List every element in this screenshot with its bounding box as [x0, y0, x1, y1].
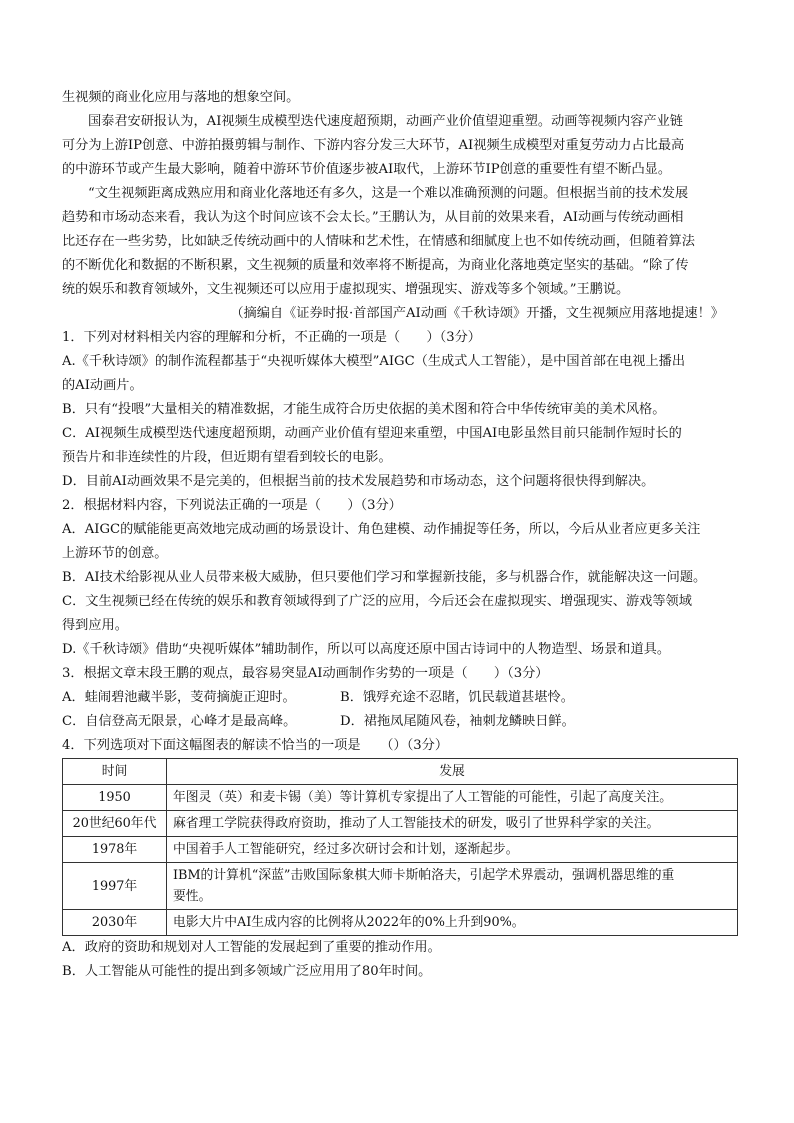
- column-header-development: 发展: [167, 759, 738, 785]
- cell-event: [167, 863, 738, 910]
- exam-page: [62, 86, 738, 984]
- cell-event: 中国着手人工智能研究，经过多次研讨会和计划，逐渐起步。: [167, 837, 738, 863]
- ai-history-table: [62, 758, 738, 936]
- question-stem: 1．下列对材料相关内容的理解和分析，不正确的一项是（ ）（3分）: [62, 330, 481, 345]
- passage-line: 统的娱乐和教育领域外，文生视频还可以应用于虚拟现实、增强现实、游戏等多个领域。”王鹏说。: [62, 282, 630, 297]
- question-4: [62, 734, 738, 984]
- cell-time: 1997年: [63, 863, 167, 910]
- option-b[interactable]: B．只有“投喂”大量相关的精准数据，才能生成符合历史依据的美术图和符合中华传统审美的美术风格。: [62, 402, 666, 417]
- option-a[interactable]: A．AIGC的赋能能更高效地完成动画的场景设计、角色建模、动作捕捉等任务，所以，今后从业者应更多关注: [62, 522, 701, 537]
- option-row: [62, 710, 738, 734]
- passage-line: 的不断优化和数据的不断积累，文生视频的质量和效率将不断提高，为商业化落地奠定坚实的基础。“除了传: [62, 258, 689, 273]
- option-a-cont: 上游环节的创意。: [62, 546, 168, 561]
- cell-time: 1950: [63, 785, 167, 811]
- option-a[interactable]: A．蛙闹碧池藏半影，芰荷摘旎正迎时。: [62, 690, 296, 705]
- table-row: [63, 811, 738, 837]
- option-a[interactable]: A.《千秋诗颂》的制作流程都基于“央视听媒体大模型”AIGC（生成式人工智能），是中国首部在电视上播出: [62, 354, 686, 369]
- passage-line: 趋势和市场动态来看，我认为这个时间应该不会太长。”王鹏认为，从目前的效果来看，AI动画与传统动画相: [62, 210, 684, 225]
- option-c-cont: 预告片和非连续性的片段，但近期有望看到较长的电影。: [62, 450, 392, 465]
- cell-event: 电影大片中AI生成内容的比例将从2022年的0%上升到90%。: [167, 910, 738, 936]
- reading-passage: [62, 86, 738, 326]
- passage-line: 比还存在一些劣势，比如缺乏传统动画中的人情味和艺术性，在情感和细腻度上也不如传统动画，但随着算法: [62, 234, 695, 249]
- table-row: [63, 837, 738, 863]
- cell-event-line: 要性。: [173, 889, 212, 904]
- option-c-cont: 得到应用。: [62, 618, 128, 633]
- option-row: [62, 686, 738, 710]
- question-1: [62, 326, 738, 494]
- question-stem: 3．根据文章末段王鹏的观点，最容易突显AI动画制作劣势的一项是（ ）（3分）: [62, 666, 549, 681]
- question-stem: 4．下列选项对下面这幅图表的解读不恰当的一项是 （）（3分）: [62, 738, 449, 753]
- option-c[interactable]: C．AI视频生成模型迭代速度超预期，动画产业价值有望迎来重塑，中国AI电影虽然目前只能制作短时长的: [62, 426, 682, 441]
- question-3: [62, 662, 738, 734]
- table-row: [63, 910, 738, 936]
- option-d[interactable]: D．目前AI动画效果不是完美的，但根据当前的技术发展趋势和市场动态，这个问题将很快得到解决。: [62, 474, 655, 489]
- passage-line: 国泰君安研报认为，AI视频生成模型迭代速度超预期，动画产业价值望迎重塑。动画等视频内容产业链: [88, 114, 683, 129]
- question-stem: 2．根据材料内容，下列说法正确的一项是（ ）（3分）: [62, 498, 402, 513]
- option-d[interactable]: D．裙拖凤尾随风卷，袖刺龙鳞映日鲜。: [340, 714, 575, 729]
- table-row: [63, 863, 738, 910]
- option-b[interactable]: B．人工智能从可能性的提出到多领域广泛应用用了80年时间。: [62, 964, 432, 979]
- option-a-cont: 的AI动画片。: [62, 378, 143, 393]
- cell-time: 1978年: [63, 837, 167, 863]
- passage-line: 生视频的商业化应用与落地的想象空间。: [62, 90, 300, 105]
- question-2: [62, 494, 738, 662]
- passage-line: 可分为上游IP创意、中游拍摄剪辑与制作、下游内容分发三大环节，AI视频生成模型对重复劳动力占比最高: [62, 138, 685, 153]
- option-d[interactable]: D.《千秋诗颂》借助“央视听媒体”辅助制作，所以可以高度还原中国古诗词中的人物造型、场景和道具。: [62, 642, 671, 657]
- option-c[interactable]: C．自信登高无限景，心峰才是最高峰。: [62, 714, 297, 729]
- column-header-time: 时间: [63, 759, 167, 785]
- option-c[interactable]: C．文生视频已经在传统的娱乐和教育领域得到了广泛的应用，今后还会在虚拟现实、增强现实、游戏等领域: [62, 594, 692, 609]
- option-b[interactable]: B．AI技术给影视从业人员带来极大威胁，但只要他们学习和掌握新技能，多与机器合作，就能解决这一问题。: [62, 570, 707, 585]
- cell-event: 麻省理工学院获得政府资助，推动了人工智能技术的研发，吸引了世界科学家的关注。: [167, 811, 738, 837]
- cell-time: 20世纪60年代: [63, 811, 167, 837]
- table-row: [63, 785, 738, 811]
- option-a[interactable]: A．政府的资助和规划对人工智能的发展起到了重要的推动作用。: [62, 940, 441, 955]
- passage-source: （摘编自《证券时报·首部国产AI动画《千秋诗颂》开播，文生视频应用落地提速！》: [230, 306, 724, 321]
- cell-event: 年图灵（英）和麦卡锡（美）等计算机专家提出了人工智能的可能性，引起了高度关注。: [167, 785, 738, 811]
- cell-time: 2030年: [63, 910, 167, 936]
- cell-event-line: IBM的计算机“深蓝”击败国际象棋大师卡斯帕洛夫，引起学术界震动，强调机器思维的重: [173, 868, 675, 883]
- passage-line: 的中游环节或产生最大影响，随着中游环节价值逐步被AI取代，上游环节IP创意的重要性有望不断凸显。: [62, 162, 672, 177]
- table-header-row: [63, 759, 738, 785]
- option-b[interactable]: B．饿殍充途不忍睹，饥民载道甚堪怜。: [340, 690, 574, 705]
- passage-line: “文生视频距离成熟应用和商业化落地还有多久，这是一个难以准确预测的问题。但根据当前的技术发展: [88, 186, 689, 201]
